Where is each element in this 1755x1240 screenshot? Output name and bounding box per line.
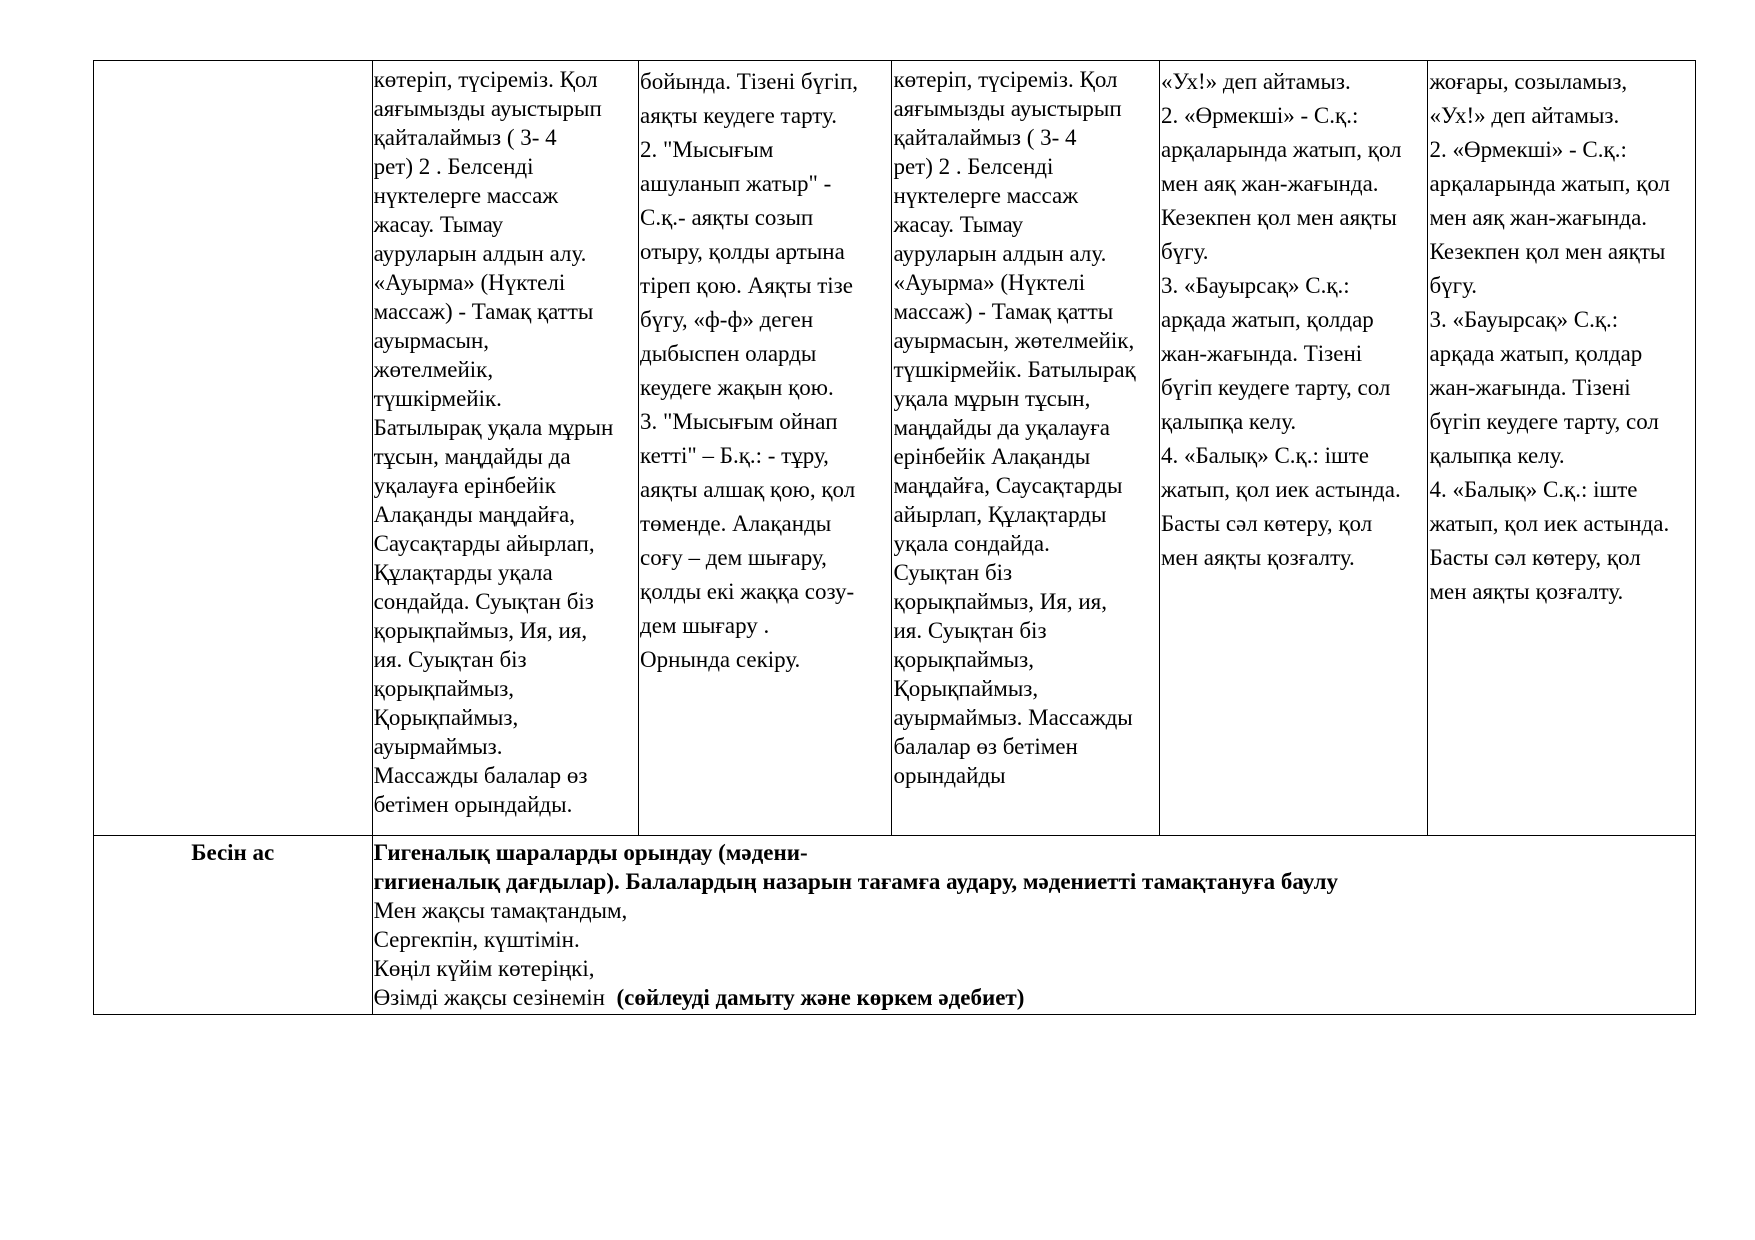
- cell-text-line: Кезекпен қол мен аяқты: [1160, 205, 1397, 230]
- cell-text-line: жасау. Тымау: [373, 212, 504, 237]
- cell-text-line: бүгу.: [1160, 239, 1209, 264]
- cell-text-line: дыбыспен оларды: [640, 341, 817, 366]
- cell-text-line: Алақанды маңдайға,: [373, 502, 575, 527]
- cell-text-line: аяқты кеудеге тарту.: [640, 103, 837, 128]
- cell-text-line: массаж) - Тамақ қатты: [893, 299, 1114, 324]
- cell-text-line: арқада жатып, қолдар: [1160, 307, 1374, 332]
- cell-text-line: Басты сәл көтеру, қол: [1160, 511, 1373, 536]
- cell-text-line: ерінбейік Алақанды: [893, 444, 1091, 469]
- poem-last-line: [374, 983, 1694, 1012]
- cell-text-line: тұсын, маңдайды да: [373, 444, 571, 469]
- cell-text-line: С.қ.- аяқты созып: [640, 205, 814, 230]
- cell-text-line: 2. "Мысығым: [640, 137, 774, 162]
- cell-text-line: қорықпаймыз,: [893, 647, 1034, 672]
- poem-line: Көңіл күйім көтеріңкі,: [373, 956, 595, 981]
- cell-text-line: қорықпаймыз,: [373, 676, 515, 701]
- cell-text-line: нүктелерге массаж: [893, 183, 1079, 208]
- table-row: [94, 836, 1696, 1015]
- cell-text-line: ауырмаймыз. Массажды: [893, 705, 1133, 730]
- cell-text-line: мен аяқты қозғалту.: [1160, 545, 1355, 570]
- cell-text-line: түшкірмейік. Батылырақ: [893, 357, 1136, 382]
- cell-col4: [892, 61, 1160, 836]
- cell-text-line: уқала сондайда.: [893, 531, 1050, 556]
- heading-line: Гигеналық шараларды орындау (мәдени-: [373, 840, 808, 865]
- cell-text-line: арқаларында жатып, қол: [1429, 171, 1671, 196]
- cell-text-line: маңдайды да уқалауға: [893, 415, 1110, 440]
- cell-text-line: жөтелмейік,: [373, 357, 494, 382]
- cell-text-line: мен аяқ жан-жағында.: [1160, 171, 1379, 196]
- cell-text-line: бетімен орындайды.: [373, 792, 573, 817]
- cell-text-line: нүктелерге массаж: [373, 183, 559, 208]
- cell-text-line: бойында. Тізені бүгіп,: [640, 69, 858, 94]
- cell-text-line: Саусақтарды айырлап,: [373, 531, 595, 556]
- cell-text-line: отыру, қолды артына: [640, 239, 845, 264]
- cell-text-line: маңдайға, Саусақтарды: [893, 473, 1123, 498]
- cell-text-line: жан-жағында. Тізені: [1429, 375, 1631, 400]
- cell-text-line: Орнында секіру.: [640, 647, 801, 672]
- cell-text-line: 3. «Бауырсақ» С.қ.:: [1429, 307, 1619, 332]
- cell-text-line: жасау. Тымау: [893, 212, 1024, 237]
- cell-text-line: ия. Суықтан біз: [893, 618, 1047, 643]
- cell-text-line: бүгу, «ф-ф» деген: [640, 307, 814, 332]
- cell-text-line: айырлап, Құлақтарды: [893, 502, 1107, 527]
- cell-text-line: қалыпқа келу.: [1429, 443, 1565, 468]
- row-label-cell: [94, 836, 373, 1015]
- cell-text-line: арқада жатып, қолдар: [1429, 341, 1643, 366]
- cell-text-line: «Ух!» деп айтамыз.: [1429, 103, 1620, 128]
- cell-text-line: қорықпаймыз, Ия, ия,: [893, 589, 1108, 614]
- cell-text-line: түшкірмейік.: [373, 386, 502, 411]
- merged-content-cell: [372, 836, 1695, 1015]
- cell-text-line: жатып, қол иек астында.: [1429, 511, 1670, 536]
- cell-text-line: 3. «Бауырсақ» С.қ.:: [1160, 273, 1350, 298]
- cell-text-line: бүгіп кеудеге тарту, сол: [1160, 375, 1391, 400]
- cell-text-line: «Ауырма» (Нүктелі: [373, 270, 566, 295]
- cell-text-line: кеудеге жақын қою.: [640, 375, 834, 400]
- cell-text-line: бүгіп кеудеге тарту, сол: [1429, 409, 1659, 434]
- cell-text-line: массаж) - Тамақ қатты: [373, 299, 594, 324]
- cell-text-line: 4. «Балық» С.қ.: іште: [1160, 443, 1369, 468]
- cell-text-line: ауруларын алдын алу.: [893, 241, 1107, 266]
- cell-text-line: дем шығару .: [640, 613, 770, 638]
- cell-col2: [372, 61, 638, 836]
- cell-text-line: уқала мұрын тұсын,: [893, 386, 1091, 411]
- cell-text-line: рет) 2 . Белсенді: [373, 154, 534, 179]
- cell-text-line: қайталаймыз ( 3- 4: [893, 125, 1077, 150]
- cell-text-line: 4. «Балық» С.қ.: іште: [1429, 477, 1638, 502]
- cell-text-line: уқалауға ерінбейік: [373, 473, 556, 498]
- cell-text-line: Құлақтарды уқала: [373, 560, 553, 585]
- row-label-cell: [94, 61, 373, 836]
- cell-text-line: арқаларында жатып, қол: [1160, 137, 1402, 162]
- cell-text-line: Массажды балалар өз: [373, 763, 588, 788]
- cell-text-line: мен аяқты қозғалту.: [1429, 579, 1624, 604]
- plan-table: [93, 60, 1696, 1015]
- cell-text-line: мен аяқ жан-жағында.: [1429, 205, 1648, 230]
- poem-last-text: Өзімді жақсы сезінемін: [373, 985, 617, 1010]
- cell-text-line: көтеріп, түсіреміз. Қол: [893, 67, 1118, 92]
- poem-line: Сергекпін, күштімін.: [373, 927, 580, 952]
- subject-note: (сөйлеуді дамыту және көркем әдебиет): [616, 985, 1025, 1010]
- cell-text-line: аяғымызды ауыстырып: [893, 96, 1122, 121]
- cell-text-line: кетті" – Б.қ.: - тұру,: [640, 443, 829, 468]
- cell-text-line: аяғымызды ауыстырып: [373, 96, 602, 121]
- cell-text-line: қолды екі жаққа созу-: [640, 579, 855, 604]
- cell-text-line: ауруларын алдын алу.: [373, 241, 587, 266]
- cell-text-line: ауырмасын,: [373, 328, 490, 353]
- cell-text-line: қайталаймыз ( 3- 4: [373, 125, 557, 150]
- cell-text-line: орындайды: [893, 763, 1006, 788]
- cell-text-line: «Ух!» деп айтамыз.: [1160, 69, 1351, 94]
- cell-text-line: жатып, қол иек астында.: [1160, 477, 1401, 502]
- cell-col5: [1159, 61, 1428, 836]
- cell-col3: [639, 61, 892, 836]
- cell-text-line: жан-жағында. Тізені: [1160, 341, 1363, 366]
- cell-text-line: төменде. Алақанды: [640, 511, 832, 536]
- cell-text-line: аяқты алшақ қою, қол: [640, 477, 856, 502]
- cell-text-line: ия. Суықтан біз: [373, 647, 527, 672]
- cell-text-line: бүгу.: [1429, 273, 1478, 298]
- cell-text-line: Кезекпен қол мен аяқты: [1429, 239, 1666, 264]
- row-label: Бесін ас: [191, 840, 275, 865]
- cell-text-line: «Ауырма» (Нүктелі: [893, 270, 1086, 295]
- cell-text-line: Басты сәл көтеру, қол: [1429, 545, 1641, 570]
- cell-text-line: сондайда. Суықтан біз: [373, 589, 594, 614]
- cell-text-line: жоғары, созыламыз,: [1429, 69, 1628, 94]
- cell-text-line: ауырмасын, жөтелмейік,: [893, 328, 1135, 353]
- cell-text-line: тіреп қою. Аяқты тізе: [640, 273, 853, 298]
- cell-text-line: Батылырақ уқала мұрын: [373, 415, 614, 440]
- cell-text-line: соғу – дем шығару,: [640, 545, 827, 570]
- cell-text-line: көтеріп, түсіреміз. Қол: [373, 67, 598, 92]
- cell-text-line: қорықпаймыз, Ия, ия,: [373, 618, 588, 643]
- table-row: [94, 61, 1696, 836]
- cell-text-line: Қорықпаймыз,: [373, 705, 519, 730]
- cell-text-line: рет) 2 . Белсенді: [893, 154, 1054, 179]
- cell-text-line: 2. «Өрмекші» - С.қ.:: [1429, 137, 1627, 162]
- cell-text-line: қалыпқа келу.: [1160, 409, 1297, 434]
- cell-text-line: Қорықпаймыз,: [893, 676, 1039, 701]
- poem-line: Мен жақсы тамақтандым,: [373, 898, 628, 923]
- cell-text-line: 2. «Өрмекші» - С.қ.:: [1160, 103, 1359, 128]
- cell-col6: [1428, 61, 1696, 836]
- cell-text-line: Суықтан біз: [893, 560, 1013, 585]
- cell-text-line: 3. "Мысығым ойнап: [640, 409, 838, 434]
- cell-text-line: ашуланып жатыр" -: [640, 171, 832, 196]
- heading-line: гигиеналық дағдылар). Балалардың назарын тағамға аудару, мәдениетті тамақтануға баулу: [373, 869, 1339, 894]
- cell-text-line: балалар өз бетімен: [893, 734, 1078, 759]
- cell-text-line: ауырмаймыз.: [373, 734, 503, 759]
